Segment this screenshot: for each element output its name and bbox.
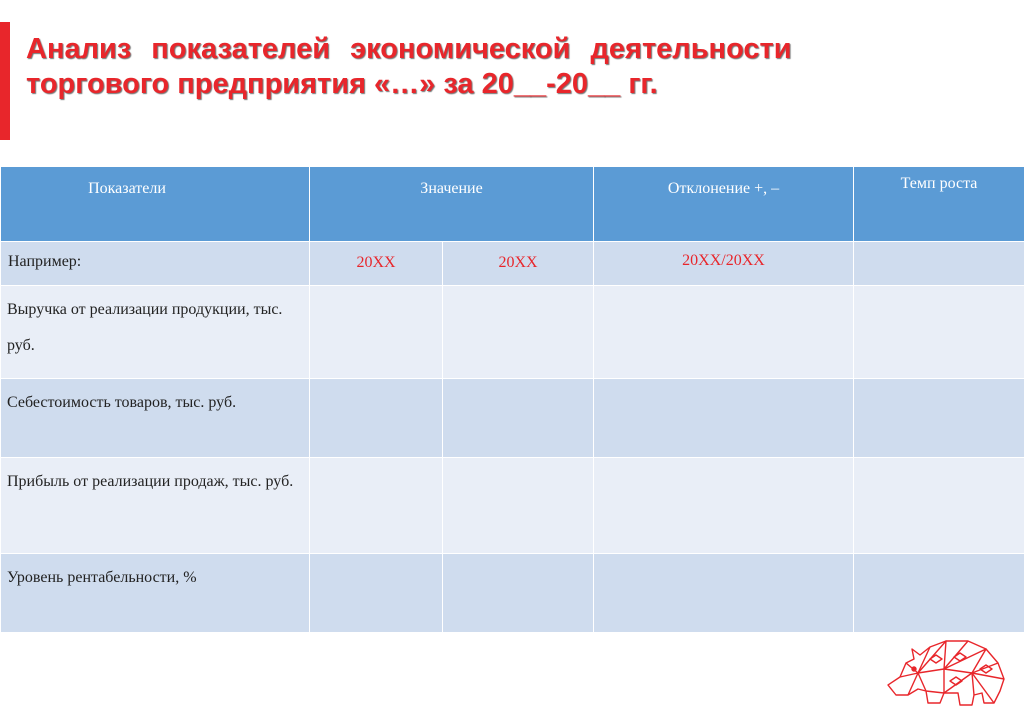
slide-title [26,32,986,102]
table-row [1,554,1024,633]
value-cell [443,379,594,458]
row-label-cell: Прибыль от реализации продаж, тыс. руб. [1,458,310,554]
table-row [1,458,1024,554]
row-label-cell: Выручка от реализации продукции, тыс. руб. [1,286,310,379]
value-cell [310,458,443,554]
deviation-cell [594,458,854,554]
deviation-cell [594,286,854,379]
example-year-2-cell: 20ХХ [443,242,594,286]
deviation-cell [594,554,854,633]
rhino-logo-icon [884,629,1012,711]
value-cell [443,286,594,379]
header-deviation: Отклонение +, – [594,167,854,242]
example-year-1-cell: 20ХХ [310,242,443,286]
analysis-table [0,166,1024,633]
table-row [1,379,1024,458]
slide-title-line-1: Анализ показателей экономической деятельности [26,33,792,65]
value-cell [310,554,443,633]
growth-cell [854,554,1024,633]
value-cell [310,286,443,379]
table-row [1,286,1024,379]
value-cell [443,458,594,554]
row-label-cell: Уровень рентабельности, % [1,554,310,633]
table-header-row [1,167,1024,242]
row-label-cell: Себестоимость товаров, тыс. руб. [1,379,310,458]
example-deviation-cell: 20ХХ/20ХХ [594,242,854,286]
header-value: Значение [310,167,594,242]
deviation-cell [594,379,854,458]
value-cell [443,554,594,633]
growth-cell [854,458,1024,554]
growth-cell [854,286,1024,379]
example-label-cell: Например: [1,242,310,286]
header-indicators: Показатели [1,167,310,242]
value-cell [310,379,443,458]
growth-cell [854,379,1024,458]
table-row-example [1,242,1024,286]
example-growth-cell [854,242,1024,286]
slide-title-line-2: торгового предприятия «…» за 20__-20__ гг. [26,68,658,100]
title-accent-bar [0,22,10,140]
header-growth-rate: Темп роста [854,167,1024,242]
